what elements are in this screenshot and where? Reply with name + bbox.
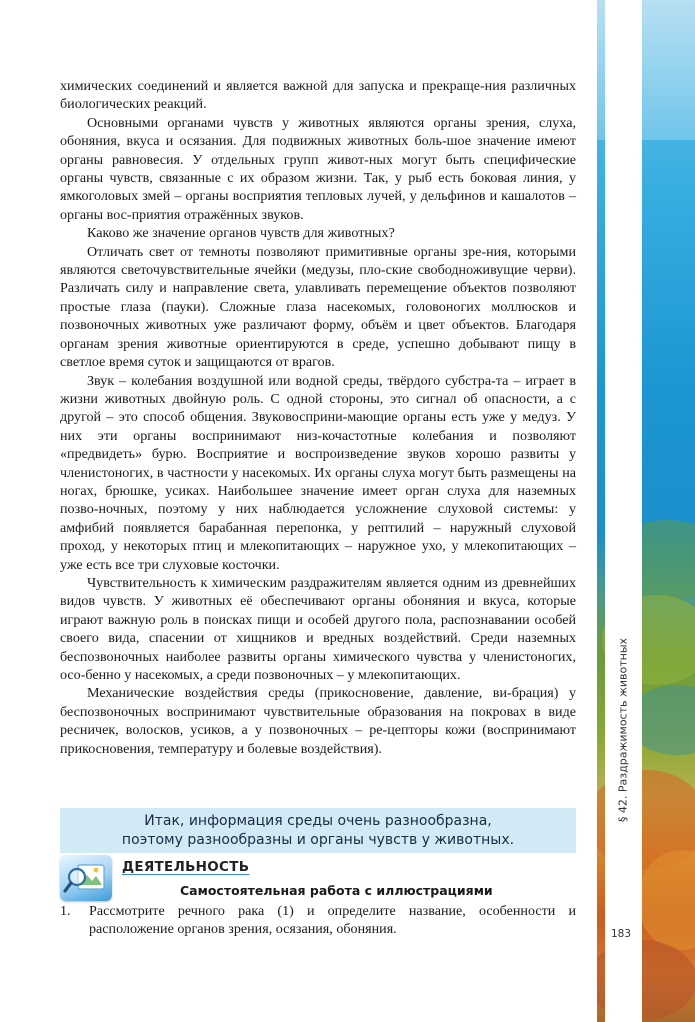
page-number: 183: [611, 928, 632, 940]
side-label-column: [605, 0, 642, 1022]
activity-subtitle: Самостоятельная работа с иллюстрациями: [180, 883, 493, 898]
paragraph: Отличать свет от темноты позволяют примитивные органы зре-ния, которыми являются светочувствительные ячейки (медузы, пло-ские свободноживущие черви). Различать силу и направление света, улавливать перемещение объектов позволяют простые глаза (пауки). Сложные глаза насекомых, головоногих моллюсков и позвоночных животных уже различают форму, объём и цвет объектов. Благодаря органам зрения животные ориентируются в среде, успешно добывают пищу в светлое время суток и защищаются от врагов.: [60, 243, 576, 371]
activity-title: ДЕЯТЕЛЬНОСТЬ: [122, 859, 250, 875]
summary-box: [60, 808, 576, 853]
paragraph: химических соединений и является важной для запуска и прекраще-ния различных биологических реакций.: [60, 78, 576, 113]
paragraph: Чувствительность к химическим раздражителям является одним из древнейших видов чувств. У животных её обеспечивают органы обоняния и вкуса, которые играют важную роль в поисках пищи и особей другого пола, распознавании особей своего вида, спасении от хищников и вредных воздействий. Среди наземных беспозвоночных наиболее развиты органы химического чувства у членистоногих, осо-бенно у насекомых, а среди позвоночных – у млекопитающих.: [60, 574, 576, 683]
task-number: 1.: [60, 903, 71, 919]
body-text: [60, 77, 576, 758]
magnifier-illustration-icon: [60, 855, 112, 901]
paragraph: Звук – колебания воздушной или водной среды, твёрдого субстра-та – играет в жизни животных двойную роль. С одной стороны, это сигнал об опасности, а с другой – это способ общения. Звуковосприни-мающие органы есть уже у медуз. У них эти органы воспринимают низ-кочастотные колебания и позволяют «предвидеть» бурю. Восприятие и воспроизведение звуков хорошо развиты у членистоногих, в частности у насекомых. Их органы слуха могут быть размещены на ногах, брюшке, усиках. Наибольшее значение имеет орган слуха для наземных позво-ночных, поэтому у них наблюдается усложнение слуховой системы: у амфибий появляется барабанная перепонка, у рептилий – наружный слуховой проход, у некоторых птиц и млекопитающих – наружное ухо, у млекопитающих – уже есть все три слуховые косточки.: [60, 372, 576, 573]
section-label: § 42. Раздражимость животных: [616, 637, 630, 823]
task-text: Рассмотрите речного рака (1) и определите название, особенности и расположение органов зрения, осязания, обоняния.: [89, 903, 576, 938]
paragraph: Механические воздействия среды (прикосновение, давление, ви-брация) у беспозвоночных воспринимают чувствительные образования на покровах в виде ресничек, волосков, усиков, а у позвоночных – ре-цепторы кожи (воспринимают прикосновения, температуру и болевые воздействия).: [60, 685, 576, 757]
summary-line: поэтому разнообразны и органы чувств у животных.: [121, 832, 515, 848]
magnifier-illustration-svg: [60, 855, 112, 901]
paragraph: Основными органами чувств у животных являются органы зрения, слуха, обоняния, вкуса и осязания. Для подвижных животных боль-шое значение имеют органы равновесия. У отдельных групп живот-ных могут быть специфические органы чувств, связанные с их образом жизни. Так, у рыб есть боковая линия, у ямкоголовых змей – органы восприятия тепловых лучей, у дельфинов и кашалотов – органы вос-приятия отражённых звуков.: [60, 114, 576, 223]
summary-line: Итак, информация среды очень разнообразна,: [144, 813, 492, 829]
paragraph: Каково же значение органов чувств для животных?: [87, 225, 395, 242]
task-item: [60, 902, 576, 939]
